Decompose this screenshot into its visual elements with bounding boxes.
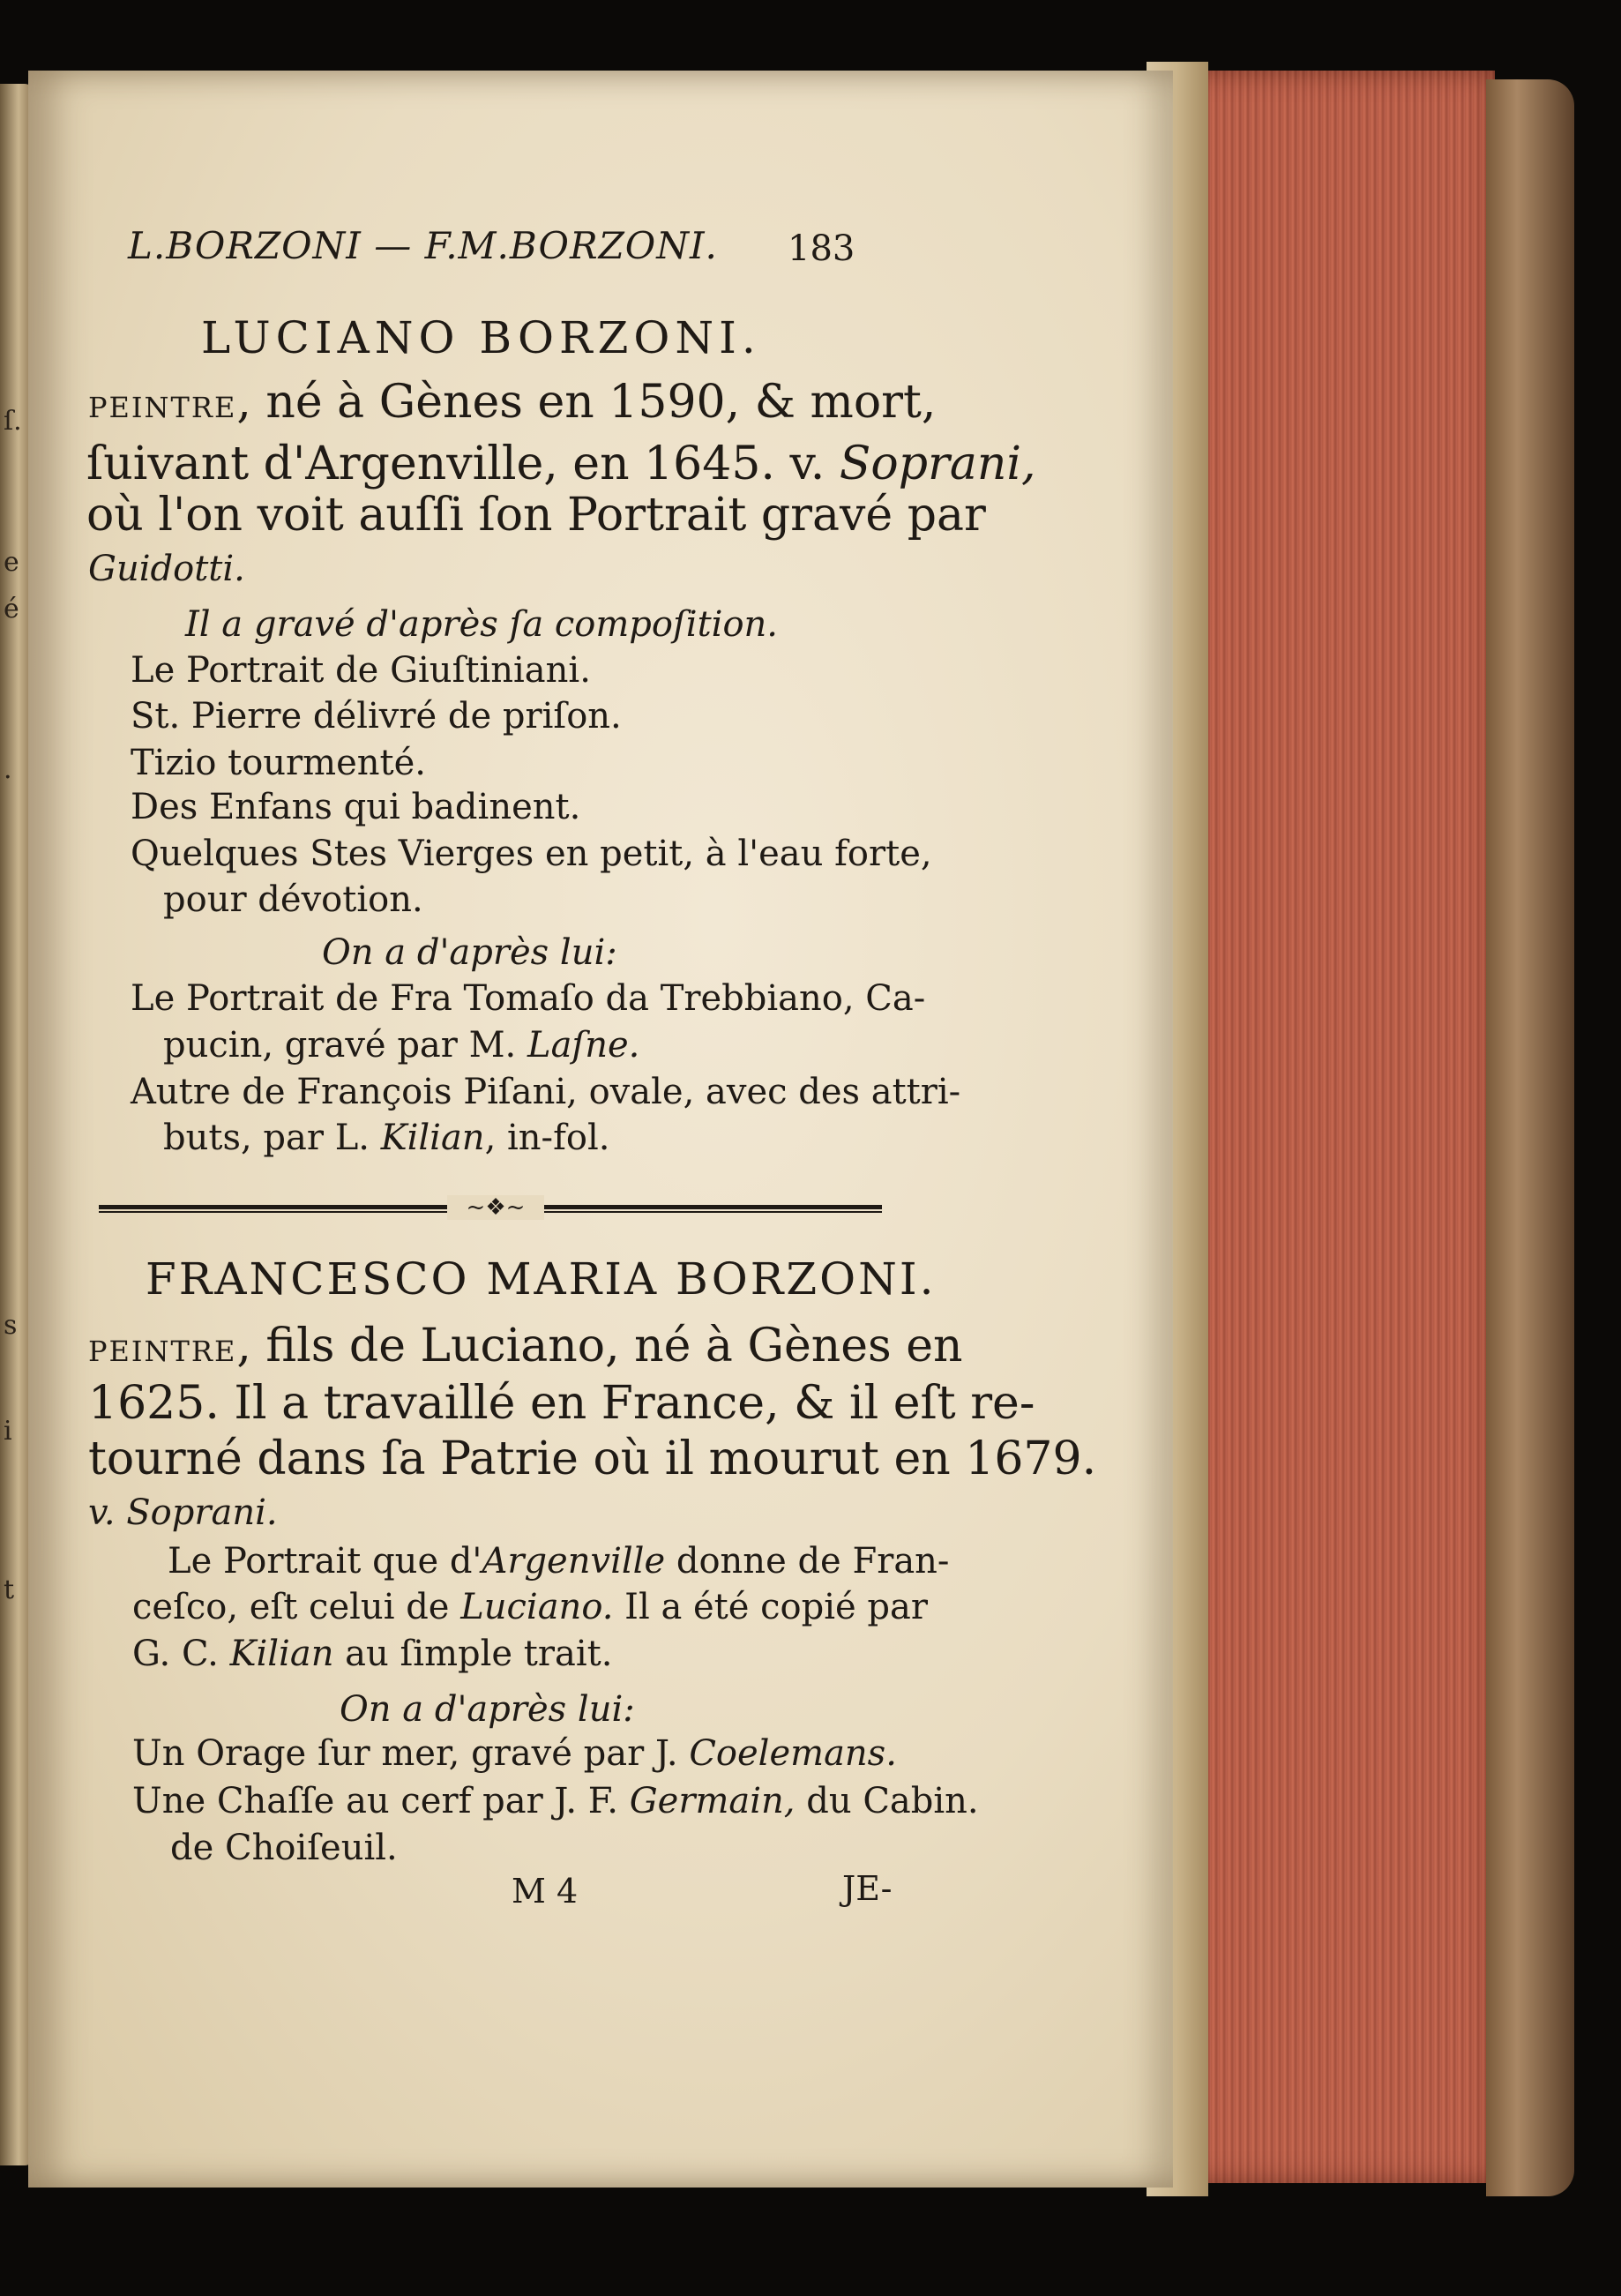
paragraph-line bbox=[86, 438, 1036, 490]
note-line bbox=[132, 1636, 612, 1672]
page-number: 183 bbox=[788, 228, 855, 269]
person-name: Luciano. bbox=[460, 1587, 614, 1627]
margin-fragment: i bbox=[4, 1416, 12, 1447]
after-item: Le Portrait de Fra Tomaſo da Trebbiano, Ca- bbox=[131, 978, 926, 1019]
section-title-francesco: FRANCESCO MARIA BORZONI. bbox=[146, 1253, 937, 1305]
note-line bbox=[132, 1589, 928, 1625]
note-text: ceſco, eſt celui de bbox=[132, 1587, 461, 1627]
margin-fragment: e bbox=[4, 547, 19, 578]
note-line bbox=[168, 1541, 950, 1582]
first-word: PEINTRE bbox=[88, 391, 237, 424]
subheading-after: On a d'après lui: bbox=[322, 932, 617, 973]
work-item: St. Pierre délivré de priſon. bbox=[131, 696, 622, 737]
after-text: du Cabin. bbox=[795, 1781, 979, 1821]
note-text: G. C. bbox=[132, 1634, 230, 1674]
after-item bbox=[132, 1781, 979, 1821]
first-word: PEINTRE bbox=[88, 1335, 237, 1368]
after-item bbox=[132, 1733, 897, 1774]
paragraph-line bbox=[88, 376, 937, 429]
note-text: Le Portrait que d' bbox=[168, 1541, 482, 1582]
work-item: Tizio tourmenté. bbox=[131, 743, 426, 783]
ornamental-rule bbox=[99, 1194, 882, 1221]
margin-fragment: ſ. bbox=[4, 406, 22, 437]
engraver-name: Coelemans. bbox=[689, 1733, 897, 1774]
paragraph-line bbox=[88, 1320, 963, 1372]
signature-mark: M 4 bbox=[512, 1872, 579, 1911]
after-text: pucin, gravé par M. bbox=[163, 1025, 527, 1066]
rule-ornament: ~❖~ bbox=[447, 1195, 544, 1220]
after-text: buts, par L. bbox=[163, 1118, 381, 1158]
catchword: JE- bbox=[842, 1869, 893, 1908]
after-item: de Choiſeuil. bbox=[170, 1828, 398, 1868]
work-item: Le Portrait de Giuſtiniani. bbox=[131, 650, 591, 691]
subheading-engraved: Il a gravé d'après ſa compoſition. bbox=[185, 604, 779, 645]
section-title-luciano: LUCIANO BORZONI. bbox=[201, 312, 761, 363]
line-text: ſuivant d'Argenville, en 1645. v. bbox=[86, 438, 840, 490]
margin-fragment: . bbox=[4, 754, 12, 785]
engraver-name: Laſne. bbox=[527, 1025, 640, 1066]
line-text: , fils de Luciano, né à Gènes en bbox=[236, 1320, 963, 1372]
author-ref: v. Soprani. bbox=[88, 1492, 278, 1533]
author-ref: Soprani, bbox=[839, 438, 1036, 490]
after-item bbox=[163, 1118, 610, 1158]
note-text: au ſimple trait. bbox=[333, 1634, 613, 1674]
work-item: Des Enfans qui badinent. bbox=[131, 787, 581, 827]
margin-fragment: é bbox=[4, 594, 19, 624]
note-text: Il a été copié par bbox=[613, 1587, 928, 1627]
paragraph-line: tourné dans ſa Patrie où il mourut en 1679. bbox=[88, 1432, 1097, 1485]
work-item: pour dévotion. bbox=[163, 879, 423, 920]
engraver-name: Germain, bbox=[629, 1781, 796, 1821]
paragraph-line: 1625. Il a travaillé en France, & il eſt re- bbox=[88, 1377, 1035, 1430]
engraver-name: Kilian bbox=[380, 1118, 485, 1158]
author-ref: Argenville bbox=[482, 1541, 666, 1582]
paragraph-line: où l'on voit auſſi ſon Portrait gravé par bbox=[86, 489, 986, 542]
running-head: L.BORZONI — F.M.BORZONI. bbox=[128, 224, 718, 267]
margin-fragment: s bbox=[4, 1310, 18, 1341]
margin-fragment: t bbox=[4, 1574, 15, 1605]
after-item: Autre de François Piſani, ovale, avec des attri- bbox=[131, 1072, 961, 1112]
after-item bbox=[163, 1025, 640, 1066]
subheading-after: On a d'après lui: bbox=[340, 1689, 635, 1730]
after-text: , in-fol. bbox=[484, 1118, 610, 1158]
line-text: , né à Gènes en 1590, & mort, bbox=[236, 376, 937, 429]
engraver-name: Kilian bbox=[229, 1634, 334, 1674]
after-text: Une Chaſſe au cerf par J. F. bbox=[132, 1781, 630, 1821]
after-text: Un Orage ſur mer, gravé par J. bbox=[132, 1733, 690, 1774]
engraver-name: Guidotti. bbox=[88, 549, 245, 589]
note-text: donne de Fran- bbox=[665, 1541, 950, 1582]
work-item: Quelques Stes Vierges en petit, à l'eau forte, bbox=[131, 834, 932, 874]
